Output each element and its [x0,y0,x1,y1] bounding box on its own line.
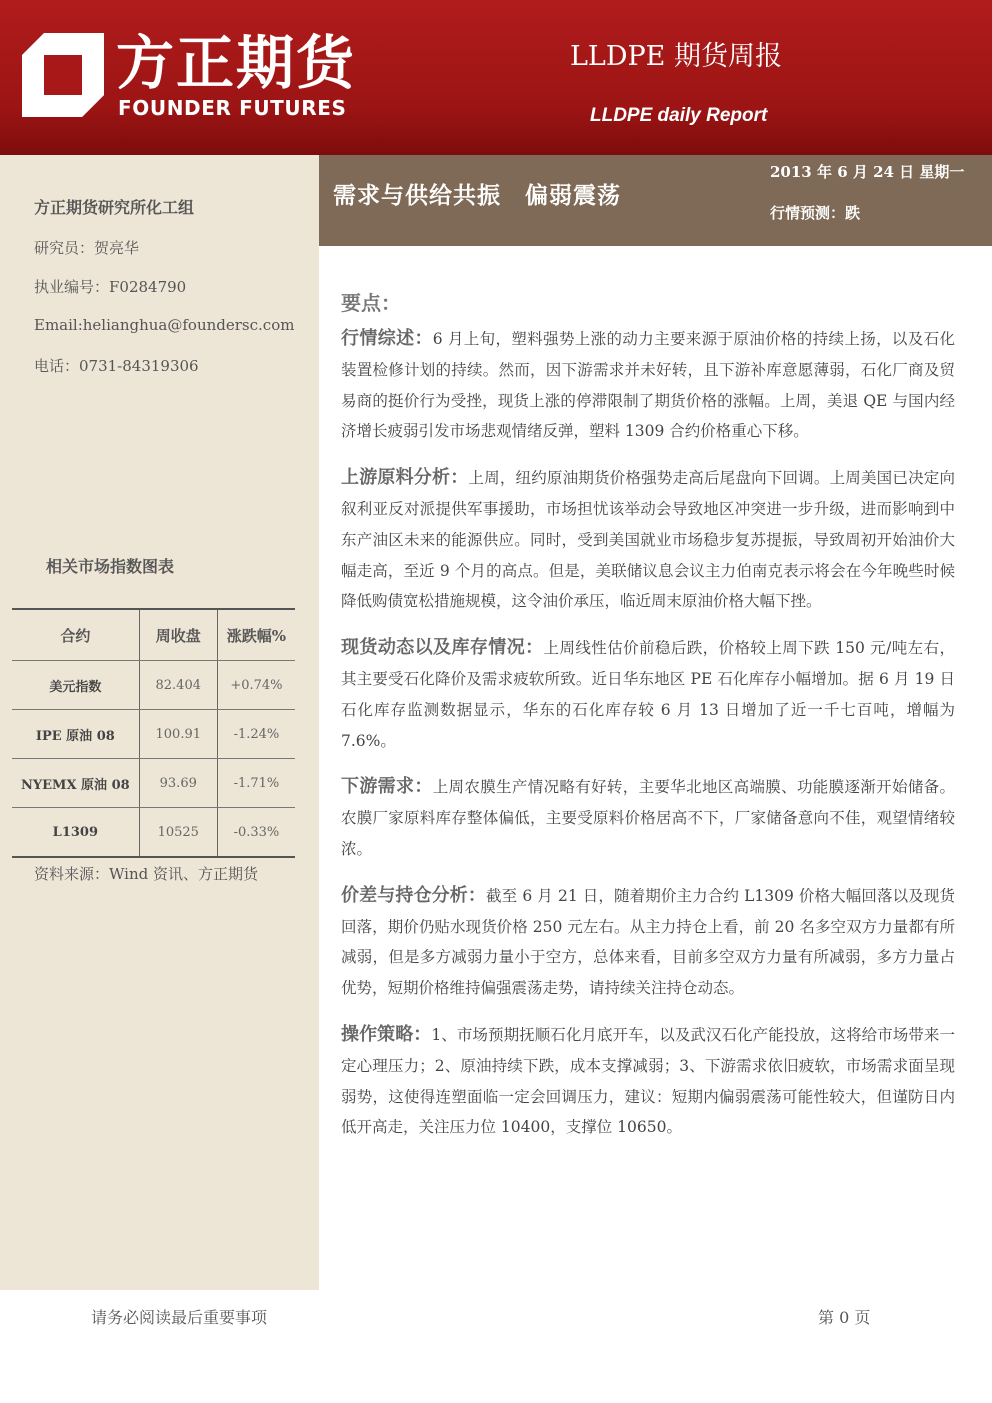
section-text: 截至 6 月 21 日，随着期价主力合约 L1309 价格大幅回落以及现货回落，期价仍贴水现货价格 250 元左右。从主力持仓上看，前 20 名多空双方力量都有所减弱，但是多方减弱力量小于空方，总体来看，目前多空双方力量有所减弱，多方力量占优势，短期价格维持偏强震荡走势，请持续关注持仓动态。 [341,886,956,998]
section-text: 1、市场预期抚顺石化月底开车，以及武汉石化产能投放，这将给市场带来一定心理压力；2、原油持续下跌，成本支撑减弱；3、下游需求依旧疲软，市场需求面呈现弱势，这使得连塑面临一定会回调压力，建议：短期内偏弱震荡可能性较大，但谨防日内低开高走，关注压力位 10400，支撑位 10650。 [341,1025,956,1137]
report-title-en: LLDPE daily Report [590,105,768,126]
market-forecast: 行情预测：跌 [770,204,861,222]
license-number: 执业编号：F0284790 [34,278,187,296]
section-key: 现货动态以及库存情况 [341,637,526,659]
contract-name: NYEMX 原油 08 [12,759,139,808]
section-strategy: 操作策略：1、市场预期抚顺石化月底开车，以及武汉石化产能投放，这将给市场带来一定心理压力；2、原油持续下跌，成本支撑减弱；3、下游需求依旧疲软，市场需求面呈现弱势，这使得连塑面临一定会回调压力，建议：短期内偏弱震荡可能性较大，但谨防日内低开高走，关注压力位 10400，支撑位 10650。 [341,1023,956,1137]
table-header-row [12,609,295,661]
weekly-close: 93.69 [139,759,217,808]
table-row [12,759,295,808]
section-text: 上周线性估价前稳后跌，价格较上周下跌 150 元/吨左右，其主要受石化降价及需求疲软所致。近日华东地区 PE 石化库存小幅增加。据 6 月 19 日石化库存监测数据显示，华东的石化库存较 6 月 13 日增加了近一千七百吨，增幅为 7.6%。 [341,639,956,750]
section-upstream-analysis: 上游原料分析：上周，纽约原油期货价格强势走高后尾盘向下回调。上周美国已决定向叙利亚反对派提供军事援助，市场担忧该举动会导致地区冲突进一步升级，进而影响到中东产油区未来的能源供应。同时，受到美国就业市场稳步复苏提振，导致周初开始油价大幅走高，至近 9 个月的高点。但是，美联储议息会议主力伯南克表示将会在今年晚些时候降低购债宽松措施规模，这令油价承压，临近周末原油价格大幅下挫。 [341,467,955,611]
change-percent: +0.74% [217,661,295,710]
headline: 需求与供给共振 偏弱震荡 [333,182,621,209]
change-percent: -1.24% [217,710,295,759]
section-downstream-demand: 下游需求：上周农膜生产情况略有好转，主要华北地区高端膜、功能膜逐渐开始储备。农膜厂家原料库存整体偏低，主要受原料价格居高不下，厂家储备意向不佳，观望情绪较浓。 [341,776,956,858]
section-spread-position: 价差与持仓分析：截至 6 月 21 日，随着期价主力合约 L1309 价格大幅回落以及现货回落，期价仍贴水现货价格 250 元左右。从主力持仓上看，前 20 名多空双方力量都有所减弱，但是多方减弱力量小于空方，总体来看，目前多空双方力量有所减弱，多方力量占优势，短期价格维持偏强震荡走势，请持续关注持仓动态。 [341,884,956,998]
table-row [12,808,295,858]
main-content [341,288,955,1159]
research-group: 方正期货研究所化工组 [34,198,195,217]
table-row [12,710,295,759]
section-text: 上周，纽约原油期货价格强势走高后尾盘向下回调。上周美国已决定向叙利亚反对派提供军事援助，市场担忧该举动会导致地区冲突进一步升级，进而影响到中东产油区未来的能源供应。同时，受到美国就业市场稳步复苏提振，导致周初开始油价大幅走高，至近 9 个月的高点。但是，美联储议息会议主力伯南克表示将会在今年晚些时候降低购债宽松措施规模，这令油价承压，临近周末原油价格大幅下挫。 [341,469,955,611]
logo-english-name: FOUNDER FUTURES [118,96,347,120]
table-row [12,661,295,710]
footer-notice: 请务必阅读最后重要事项 [91,1308,268,1327]
change-percent: -1.71% [217,759,295,808]
founder-logo-icon [22,33,104,117]
section-market-overview: 行情综述：6 月上旬，塑料强势上涨的动力主要来源于原油价格的持续上扬，以及石化装置检修计划的持续。然而，因下游需求并未好转，且下游补库意愿薄弱，石化厂商及贸易商的挺价行为受挫，现货上涨的停滞限制了期货价格的涨幅。上周，美退 QE 与国内经济增长疲弱引发市场悲观情绪反弹，塑料 1309 合约价格重心下移。 [341,328,956,441]
contract-name: IPE 原油 08 [12,710,139,759]
contract-name: 美元指数 [12,661,139,710]
section-text: 上周农膜生产情况略有好转，主要华北地区高端膜、功能膜逐渐开始储备。农膜厂家原料库存整体偏低，主要受原料价格居高不下，厂家储备意向不佳，观望情绪较浓。 [341,778,956,858]
section-key: 上游原料分析 [341,467,451,489]
data-source: 资料来源：Wind 资讯、方正期货 [34,865,258,883]
weekly-close: 10525 [139,808,217,858]
logo-chinese-name: 方正期货 [116,29,357,97]
section-key: 下游需求 [341,776,415,798]
column-header: 合约 [12,609,139,661]
header-banner [0,0,992,155]
researcher-name: 研究员：贺亮华 [34,239,140,257]
page-number: 第 0 页 [818,1308,871,1327]
report-title-cn: LLDPE 期货周报 [570,41,782,72]
market-table-title: 相关市场指数图表 [46,557,175,576]
headline-band [319,155,992,246]
section-key: 操作策略 [341,1023,414,1045]
section-spot-inventory: 现货动态以及库存情况：上周线性估价前稳后跌，价格较上周下跌 150 元/吨左右，其主要受石化降价及需求疲软所致。近日华东地区 PE 石化库存小幅增加。据 6 月 19 日石化库存监测数据显示，华东的石化库存较 6 月 13 日增加了近一千七百吨，增幅为 7.6%。 [341,637,956,750]
report-date: 2013 年 6 月 24 日 星期一 [770,163,965,181]
weekly-close: 100.91 [139,710,217,759]
section-key: 价差与持仓分析 [341,884,468,906]
phone: 电话：0731-84319306 [34,357,199,375]
section-text: 6 月上旬，塑料强势上涨的动力主要来源于原油价格的持续上扬，以及石化装置检修计划的持续。然而，因下游需求并未好转，且下游补库意愿薄弱，石化厂商及贸易商的挺价行为受挫，现货上涨的停滞限制了期货价格的涨幅。上周，美退 QE 与国内经济增长疲弱引发市场悲观情绪反弹，塑料 1309 合约价格重心下移。 [341,330,956,441]
key-points-heading: 要点： [341,291,401,315]
column-header: 周收盘 [139,609,217,661]
sidebar [0,155,319,1290]
email: Email:helianghua@foundersc.com [34,316,295,334]
column-header: 涨跌幅% [217,609,295,661]
contract-name: L1309 [12,808,139,858]
section-key: 行情综述 [341,328,415,349]
change-percent: -0.33% [217,808,295,858]
market-index-table [12,608,295,858]
weekly-close: 82.404 [139,661,217,710]
